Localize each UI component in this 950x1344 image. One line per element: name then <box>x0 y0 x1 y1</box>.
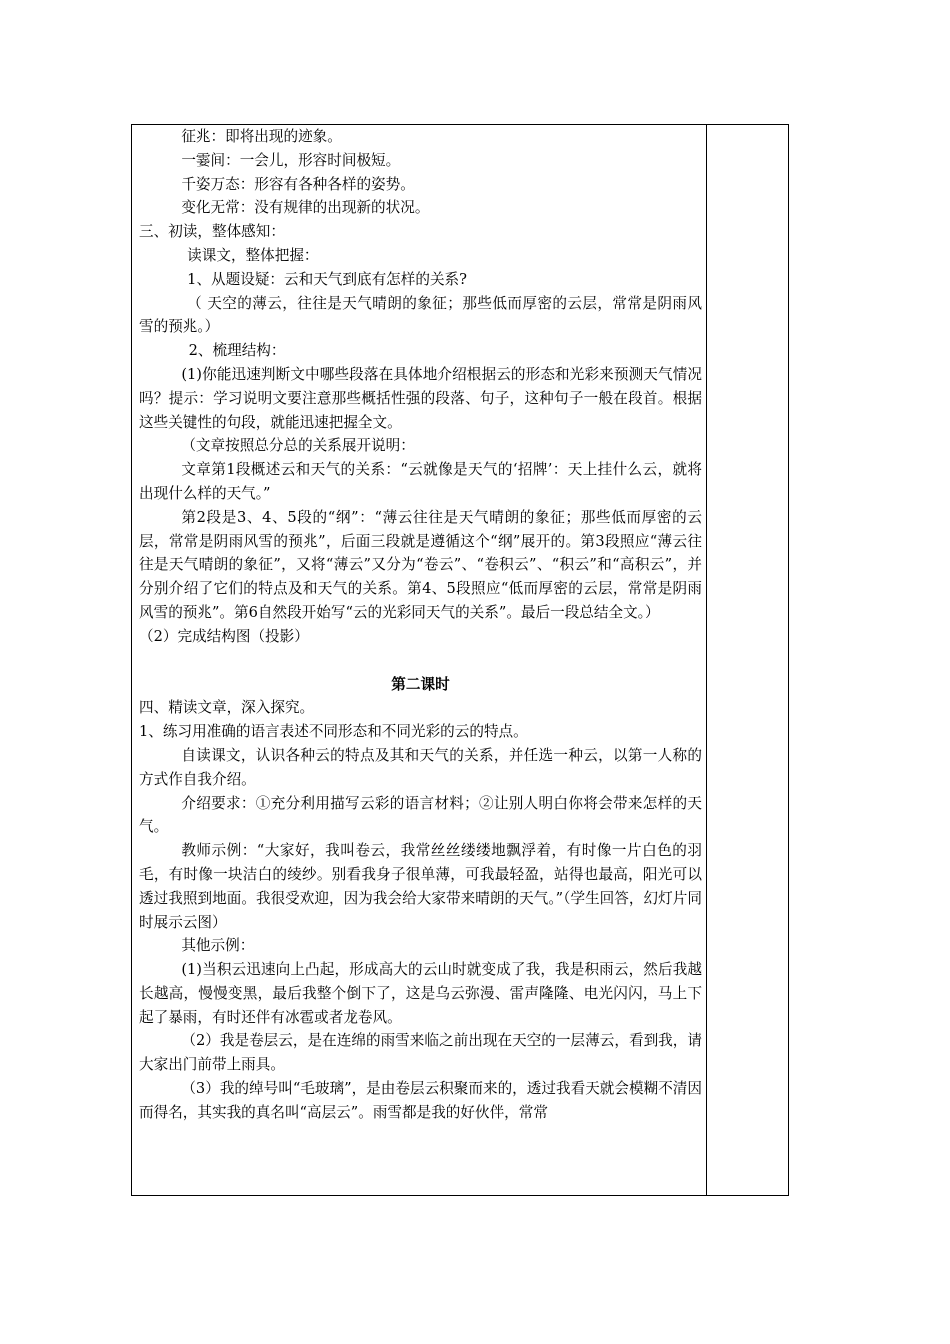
paragraph: 读课文，整体把握： <box>187 246 319 264</box>
paragraph: 第2段是3、4、5段的“纲”：“薄云往往是天气晴朗的象征；那些低而厚密的云层，常常是阴雨风雪的预兆”，后面三段就是遵循这个“纲”展开的。第3段照应“薄云往往是天气晴朗的象征”，又将“薄云”又分为“卷云”、“卷积云”、“积云”和“高积云”，并分别介绍了它们的特点及和天气的关系。第4、5段照应“低而厚密的云层，常常是阴雨风雪的预兆”。第6自然段开始写“云的光彩同天气的关系”。最后一段总结全文。） <box>139 508 702 621</box>
paragraph: （文章按照总分总的关系展开说明： <box>181 437 415 455</box>
column-divider <box>706 125 707 1195</box>
vocab-line: 一霎间：一会儿，形容时间极短。 <box>181 151 401 169</box>
paragraph: (1)你能迅速判断文中哪些段落在具体地介绍根据云的形态和光彩来预测天气情况吗？提示：学习说明文要注意那些概括性强的段落、句子，这种句子一般在段首。根据这些关键性的句段，就能迅速把握全文。 <box>139 365 702 431</box>
paragraph: （ 天空的薄云，往往是天气晴朗的象征；那些低而厚密的云层，常常是阴雨风雪的预兆。） <box>139 294 702 336</box>
paragraph: 介绍要求：①充分利用描写云彩的语言材料；②让别人明白你将会带来怎样的天气。 <box>139 794 702 836</box>
paragraph: 文章第1段概述云和天气的关系：“云就像是天气的‘招牌’：天上挂什么云，就将出现什么样的天气。” <box>139 461 702 502</box>
paragraph: （2）完成结构图（投影） <box>139 627 309 645</box>
vocab-line: 千姿万态：形容有各种各样的姿势。 <box>181 175 415 193</box>
paragraph: 1、从题设疑：云和天气到底有怎样的关系? <box>187 270 467 288</box>
paragraph: 2、梳理结构： <box>188 342 286 360</box>
paragraph: 1、练习用准确的语言表述不同形态和不同光彩的云的特点。 <box>139 723 528 741</box>
paragraph: （2）我是卷层云，是在连绵的雨雪来临之前出现在天空的一层薄云，看到我，请大家出门前带上雨具。 <box>139 1032 702 1074</box>
paragraph: 教师示例：“大家好，我叫卷云，我常丝丝缕缕地飘浮着，有时像一片白色的羽毛，有时像一块洁白的绫纱。别看我身子很单薄，可我最轻盈，站得也最高，阳光可以透过我照到地面。我很受欢迎，因为我会给大家带来晴朗的天气。”（学生回答，幻灯片同时展示云图） <box>139 842 702 931</box>
paragraph: （3）我的绰号叫“毛玻璃”，是由卷层云积聚而来的，透过我看天就会模糊不清因而得名，其实我的真名叫“高层云”。雨雪都是我的好伙伴，常常 <box>139 1080 702 1121</box>
vocab-line: 变化无常：没有规律的出现新的状况。 <box>181 199 430 217</box>
paragraph: (1)当积云迅速向上凸起，形成高大的云山时就变成了我，我是积雨云，然后我越长越高，慢慢变黑，最后我整个倒下了，这是乌云弥漫、雷声隆隆、电光闪闪，马上下起了暴雨，有时还伴有冰雹或者龙卷风。 <box>139 961 702 1026</box>
vocab-line: 征兆：即将出现的迹象。 <box>181 128 342 145</box>
lesson-content-cell <box>139 125 702 1125</box>
blank-line <box>139 649 702 673</box>
section-heading: 四、精读文章，深入探究。 <box>139 699 315 717</box>
paragraph: 自读课文，认识各种云的特点及其和天气的关系，并任选一种云，以第一人称的方式作自我介绍。 <box>139 746 702 788</box>
section-heading: 三、初读，整体感知： <box>139 223 285 241</box>
paragraph: 其他示例： <box>181 937 255 955</box>
lesson-heading: 第二课时 <box>391 675 450 693</box>
lesson-table <box>131 124 789 1196</box>
